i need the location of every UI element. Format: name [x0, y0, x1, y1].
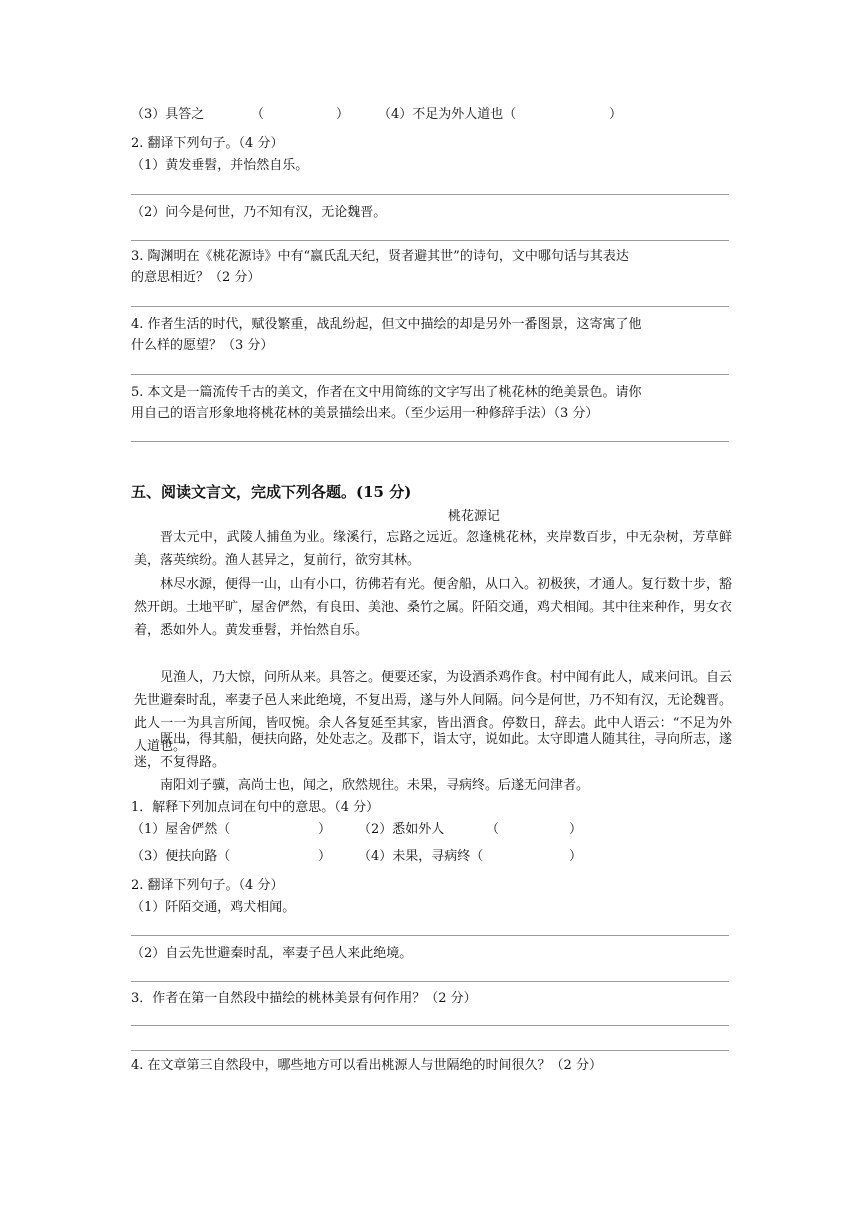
p5-q3-answer-line-1: [131, 1025, 729, 1026]
p4-q3-line1: 3. 陶渊明在《桃花源诗》中有“嬴氏乱天纪，贤者避其世”的诗句，文中哪句话与其表达: [131, 249, 629, 264]
p5-q2-2: （2）自云先世避秦时乱，率妻子邑人来此绝境。: [131, 946, 413, 961]
section-five-title: 五、阅读文言文，完成下列各题。(15 分): [131, 483, 412, 501]
p5-q1-item4-close: ）: [569, 849, 583, 864]
p5-q1-item1-close: ）: [318, 822, 332, 837]
p4-q5-answer-line: [131, 441, 729, 442]
p4-q2-1-answer-line: [131, 194, 729, 195]
top-q4-label: （4）不足为外人道也（: [378, 107, 517, 122]
passage-paragraph-3: 见渔人，乃大惊，问所从来。具答之。便要还家，为设酒杀鸡作食。村中闻有此人，咸来问讯。自云先世避秦时乱，率妻子邑人来此绝境，不复出焉，遂与外人间隔。问今是何世，乃不知有汉，无论魏晋。此人一一为具言所闻，皆叹惋。余人各复延至其家，皆出酒食。停数日，辞去。此中人语云：“不足为外人道也。”: [134, 670, 733, 754]
p5-q1-title: 1．解释下列加点词在句中的意思。（4 分）: [131, 800, 380, 815]
p4-q2-2: （2）问今是何世，乃不知有汉，无论魏晋。: [131, 205, 387, 220]
p4-q5-line2: 用自己的语言形象地将桃花林的美景描绘出来。（至少运用一种修辞手法）（3 分）: [131, 406, 599, 421]
p5-q2-1-answer-line: [131, 935, 729, 936]
p4-q2-title: 2. 翻译下列句子。（4 分）: [131, 136, 284, 151]
top-q3-blank-open: （: [251, 107, 265, 122]
p5-q1-item4: （4）未果，寻病终（: [358, 849, 484, 864]
p5-q3: 3．作者在第一自然段中描绘的桃林美景有何作用？（2 分）: [131, 991, 477, 1006]
passage-title: 桃花源记: [448, 509, 501, 524]
passage-paragraph-1: 晋太元中，武陵人捕鱼为业。缘溪行，忘路之远近。忽逢桃花林，夹岸数百步，中无杂树，芳草鲜美，落英缤纷。渔人甚异之，复前行，欲穷其林。: [134, 530, 732, 568]
p4-q3-answer-line: [131, 306, 729, 307]
passage-paragraph-2: 林尽水源，便得一山，山有小口，彷佛若有光。便舍船，从口入。初极狭，才通人。复行数十步，豁然开朗。土地平旷，屋舍俨然，有良田、美池、桑竹之属。阡陌交通，鸡犬相闻。其中往来种作，男女衣着，悉如外人。黄发垂髫，并怡然自乐。: [134, 577, 733, 638]
p4-q4-line1: 4. 作者生活的时代，赋役繁重，战乱纷起，但文中描绘的却是另外一番图景，这寄寓了他: [131, 317, 642, 332]
p5-q1-item3-close: ）: [318, 849, 332, 864]
p5-q1-item2-open: （: [486, 822, 500, 837]
p4-q2-2-answer-line: [131, 240, 729, 241]
p5-q1-item2: （2）悉如外人: [358, 822, 445, 837]
p5-q2-title: 2. 翻译下列句子。（4 分）: [131, 878, 284, 893]
p5-q3-answer-line-2: [131, 1050, 729, 1051]
passage-paragraph-4: 既出，得其船，便扶向路，处处志之。及郡下，诣太守，说如此。太守即遣人随其往，寻向所志，遂迷，不复得路。: [134, 732, 733, 770]
p4-q5-line1: 5. 本文是一篇流传千古的美文，作者在文中用简练的文字写出了桃花林的绝美景色。请你: [131, 385, 642, 400]
p4-q3-line2: 的意思相近？（2 分）: [131, 270, 261, 285]
p4-q2-1: （1）黄发垂髫，并怡然自乐。: [131, 158, 309, 173]
p5-q2-1: （1）阡陌交通，鸡犬相闻。: [131, 900, 296, 915]
p4-q4-line2: 什么样的愿望？（3 分）: [131, 338, 274, 353]
top-q4-blank-close: ）: [609, 107, 623, 122]
p4-q4-answer-line: [131, 374, 729, 375]
p5-q4: 4. 在文章第三自然段中，哪些地方可以看出桃源人与世隔绝的时间很久？（2 分）: [131, 1058, 602, 1073]
top-q3-label: （3）具答之: [131, 107, 205, 122]
p5-q1-item3: （3）便扶向路（: [131, 849, 231, 864]
passage-paragraph-5: 南阳刘子骥，高尚士也，闻之，欣然规往。未果，寻病终。后遂无问津者。: [160, 778, 590, 793]
top-q3-blank-close: ）: [336, 107, 350, 122]
p5-q1-item1: （1）屋舍俨然（: [131, 822, 231, 837]
p5-q2-2-answer-line: [131, 981, 729, 982]
p5-q1-item2-close: ）: [569, 822, 583, 837]
